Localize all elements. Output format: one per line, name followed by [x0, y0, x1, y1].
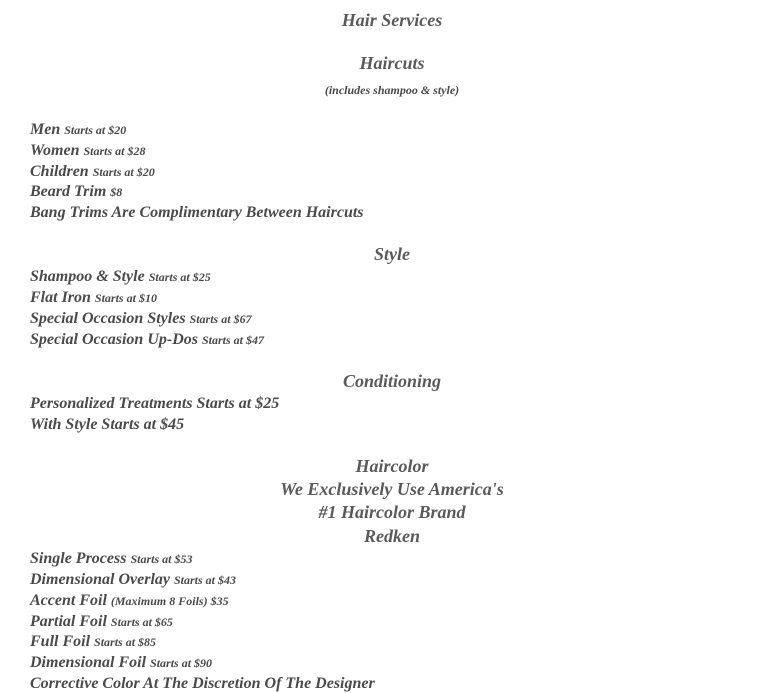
service-name: Dimensional Foil	[30, 654, 147, 671]
haircolor-heading: Haircolor	[355, 456, 429, 476]
service-name: Single Process	[30, 550, 127, 567]
haircolor-tagline-1: We Exclusively Use America's	[280, 479, 504, 499]
service-price: $8	[110, 185, 123, 199]
service-price: Starts at $47	[201, 333, 264, 347]
service-price: Starts at $28	[83, 144, 146, 158]
service-price: Starts at $20	[64, 123, 127, 137]
service-price: Starts at $90	[150, 656, 213, 670]
service-price: Starts at $85	[94, 635, 157, 649]
service-item-men	[30, 121, 126, 139]
service-price: Starts at $43	[174, 573, 237, 587]
service-item-dimensional-foil	[30, 654, 212, 672]
service-item-shampoo-style	[30, 268, 211, 286]
haircuts-note: (includes shampoo & style)	[324, 83, 460, 97]
service-name: Dimensional Overlay	[30, 571, 170, 588]
service-price: Starts at $25	[148, 270, 211, 284]
service-item-women	[30, 142, 146, 160]
haircolor-tagline-2: #1 Haircolor Brand	[318, 502, 466, 522]
service-item-corrective-color	[30, 675, 375, 693]
service-item-children	[30, 163, 155, 181]
service-item-beard-trim	[30, 183, 122, 201]
service-name: Accent Foil	[30, 592, 107, 609]
service-item-personalized-treatments	[30, 395, 279, 413]
service-item-accent-foil	[30, 592, 229, 610]
service-item-with-style	[30, 416, 184, 434]
service-item-special-occasion-styles	[30, 310, 252, 328]
service-name: Partial Foil	[30, 613, 107, 630]
service-price: Starts at $10	[94, 291, 157, 305]
service-name: Beard Trim	[30, 183, 107, 200]
service-name: Personalized Treatments Starts at $25	[30, 395, 280, 412]
service-name: Children	[30, 163, 89, 180]
page-title: Hair Services	[341, 10, 443, 30]
service-price: Starts at $65	[110, 615, 173, 629]
service-name: Full Foil	[30, 633, 91, 650]
service-item-partial-foil	[30, 613, 173, 631]
service-name: Flat Iron	[30, 289, 91, 306]
service-name: With Style Starts at $45	[30, 416, 185, 433]
service-item-dimensional-overlay	[30, 571, 236, 589]
service-name: Shampoo & Style	[30, 268, 145, 285]
haircolor-brand: Redken	[364, 526, 420, 546]
service-name: Special Occasion Styles	[30, 310, 186, 327]
service-price: Starts at $53	[130, 552, 193, 566]
service-price: (Maximum 8 Foils) $35	[110, 594, 229, 608]
service-name: Corrective Color At The Discretion Of The Designer	[30, 675, 375, 692]
conditioning-heading: Conditioning	[342, 371, 442, 391]
style-heading: Style	[374, 244, 410, 264]
service-item-flat-iron	[30, 289, 157, 307]
service-item-single-process	[30, 550, 192, 568]
service-name: Bang Trims Are Complimentary Between Haircuts	[30, 204, 364, 221]
service-name: Men	[30, 121, 61, 138]
service-price: Starts at $20	[92, 165, 155, 179]
service-price: Starts at $67	[189, 312, 252, 326]
service-name: Special Occasion Up-Dos	[30, 331, 198, 348]
service-name: Women	[30, 142, 80, 159]
service-item-full-foil	[30, 633, 156, 651]
service-item-bang-trims	[30, 204, 364, 222]
service-item-special-occasion-updos	[30, 331, 264, 349]
haircuts-heading: Haircuts	[359, 53, 425, 73]
